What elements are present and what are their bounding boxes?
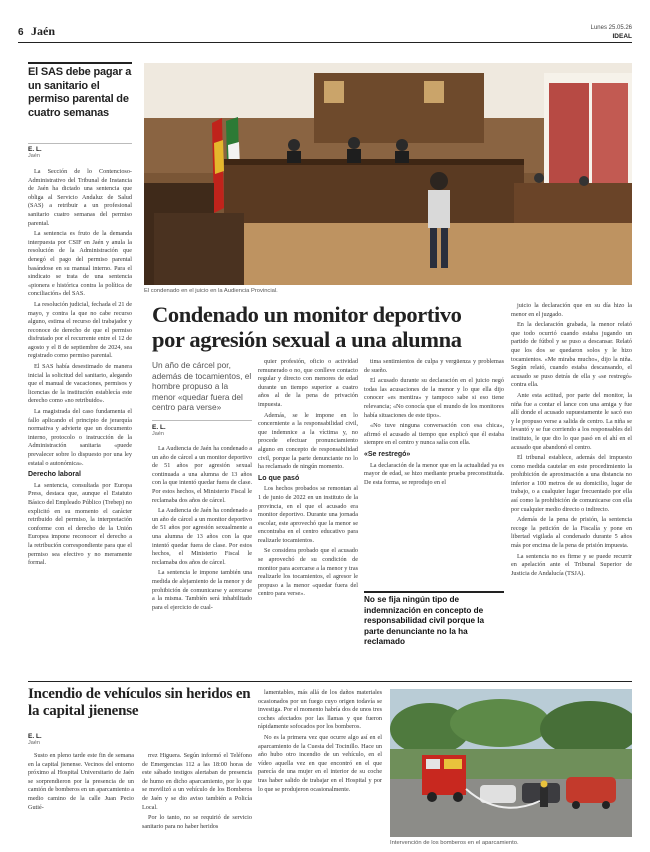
main-subheading-1: Lo que pasó: [258, 474, 300, 482]
pull-quote-rule: [364, 591, 504, 593]
main-paragraph: Además de la pena de prisión, la sentencia recoge la petición de la Fiscalía y pone en libertad vigilada al condenado durante 5 años más por encima de la pena de prisión impuesta.: [511, 516, 632, 550]
fire-photo: [390, 689, 632, 837]
sidebar-location: Jaén: [28, 153, 40, 159]
main-byline: E. L.: [152, 424, 166, 431]
bottom-col-2: [142, 752, 252, 848]
main-paragraph: En la declaración grabada, la menor relató que todo ocurrió cuando estaba jugando un partido de fútbol y se puso a descansar. Relató que los dos se quedaron solos y le hizo tocamientos. «Me miraba mucho», dijo la niña. Según relató, cuando estaba descansando, el acusado se puso detrás de ella y «se restregó» contra ella.: [511, 321, 632, 389]
main-headline-line1: Condenado un monitor deportivo: [152, 302, 462, 327]
bottom-paragraph: Susto en pleno tarde este fin de semana en la capital jienense. Vecinos del entorno próximo al Hospital Universitario de Jaén se sorprendieron por la presencia de un camión de bomberos en un aparcamiento a medio camino de la calle Juan Pecio Gutié-: [28, 752, 134, 811]
bottom-paragraph: lamentables, más allá de los daños materiales ocasionados por un fuego cuyo origen todavía se investiga. Por el momento habría dos de unos tres coches afectados por las llamas y que fueron rápidamente sofocados por los bomberos.: [258, 689, 382, 731]
main-paragraph: juicio la declaración que en su día hizo la menor en el juzgado.: [511, 302, 632, 318]
main-byline-block: [152, 424, 252, 437]
bottom-col-1: [28, 752, 134, 848]
sidebar-byline-block: [28, 146, 132, 159]
main-paragraph: La Audiencia de Jaén ha condenado a un año de cárcel a un monitor deportivo de 51 años por agresión sexual continuada a una alumna de 13 años con la que intentó quedar fuera de clase. Por estos hechos, el Ministerio Fiscal le reclamaba dos años de cárcel.: [152, 445, 252, 504]
sidebar-paragraph: La sentencia es fruto de la demanda interpuesta por CSIF en Jaén y anula la resolución de la Administración que denegó el pago del permiso parental basándose en su manual interno. Para el sindicato se trata de una sentencia «pionera e histórica contra la política de conciliación» del SAS.: [28, 230, 132, 298]
paper-name: IDEAL: [612, 33, 632, 40]
main-paragraph: La sentencia le impone también una medida de alejamiento de la menor y de prohibición de comunicarse y acercarse a la misma. También será inhabilitado para el ejercicio de cual-: [152, 569, 252, 611]
main-col-3: [364, 358, 504, 570]
sidebar-paragraph: La Sección de lo Contencioso-Administrativo del Tribunal de Instancia de Jaén ha dictado una sentencia que obliga al Servicio Andaluz de Salud (SAS) a retribuir a un profesional sanitario cuatro semanas del permiso parental.: [28, 168, 132, 227]
bottom-byline-block: [28, 733, 128, 746]
bottom-byline: E. L.: [28, 733, 42, 740]
main-paragraph: quier profesión, oficio o actividad remunerado o no, que conlleve contacto regular y directo con menores de edad durante un tiempo superior a cuatro años al de la pena de privación impuesta.: [258, 358, 358, 408]
bottom-paragraph: Por lo tanto, no se requirió de servicio sanitario para no haber heridos: [142, 814, 252, 830]
main-headline-line2: por agresión sexual a una alumna: [152, 327, 462, 352]
main-location: Jaén: [152, 431, 164, 437]
main-headline: [152, 302, 512, 352]
main-paragraph: «No tuve ninguna conversación con esa chica», afirmó el acusado al tiempo que explicó que él estaba siempre en el centro y nunca salía con ella.: [364, 422, 504, 447]
sidebar-headline: El SAS debe pagar a un sanitario el permiso parental de cuatro semanas: [28, 66, 132, 119]
main-paragraph: Se considera probado que el acusado se aprovechó de su condición de monitor para acercarse a la menor y tras realizarle los tocamientos, el agresor le propuso a la menor «quedar fuera del centro para verse».: [258, 547, 358, 598]
bottom-headline: Incendio de vehículos sin heridos en la capital jienense: [28, 686, 251, 719]
bottom-location: Jaén: [28, 740, 40, 746]
sidebar-byline: E. L.: [28, 146, 42, 153]
main-paragraph: Ante esta actitud, por parte del monitor, la niña fue a contar el lance con una amiga y fue allí donde el acusado supuestamente le sacó eso y le propuso verse a salida de centro. La niña se levantó y se fue corriendo a los responsables del instituto, le que dio lo que pasó en el ahí en el acusado que abandonó el centro.: [511, 391, 632, 451]
page-number: 6: [18, 27, 24, 38]
sidebar-paragraph: La sentencia, consultada por Europa Press, destaca que, aunque el Estatuto Básico del Empleado Público (Trebep) no explicitó en su momento el carácter retribuido del permiso, la interpretación conforme con el derecho de la Unión Europea impone reconocer el derecho a la retribución correspondiente para que el permiso sea efectivo y no meramente formal.: [28, 481, 132, 567]
sidebar-paragraph: El SAS había desestimado de manera inicial la solicitud del sanitario, alegando que el manual de vacaciones, permisos y licencias de la institución establecía este derecho como «no retribuido».: [28, 363, 132, 405]
main-col-1: [152, 445, 252, 673]
header-rule: [18, 42, 632, 43]
main-paragraph: La Audiencia de Jaén ha condenado a un año de cárcel a un monitor deportivo de 51 años por agresión sexualmente a una alumna de 13 años con la que intentó quedar fuera de clase. Por estos hechos, el Ministerio Fiscal le reclamaba dos años de cárcel.: [152, 507, 252, 566]
main-paragraph: El tribunal establece, además del impuesto como medida cautelar en este procedimiento la prohibición de aproximación a una distancia no inferior a 100 metros de su domicilio, lugar de trabajo, o a cualquier lugar frecuentado por ella así como la prohibición de comunicarse con ella por cualquier medio directo o indirecto.: [511, 454, 632, 513]
main-subheading-2: «Se restregó»: [364, 450, 411, 458]
bottom-paragraph: No es la primera vez que ocurre algo así en el aparcamiento de la Cuesta del Tocinillo. Hace un año hubo otro incendio de un vehículo, en el vídeo aquella vez en que encontró en el que parecía de una mujer en el interior de su coche tras haber salido de trabajar en el Hospital y por lo que se produjeron ocasionalmente.: [258, 733, 382, 793]
main-col-2: [258, 358, 358, 674]
pull-quote: No se fija ningún tipo de indemnización en concepto de responsabilidad civil porque la parte denunciante no la ha reclamado: [364, 595, 485, 647]
main-paragraph: Los hechos probados se remontan al 1 de junio de 2022 en un instituto de la provincia, en el que el acusado era monitor deportivo. Durante una jornada escolar, este aprovechó que la menor se encontraba en el centro educativo para realizarle tocamientos.: [258, 485, 358, 544]
issue-date: Lunes 25.05.26: [590, 25, 632, 31]
main-paragraph: tima sentimientos de culpa y vergüenza y problemas de sueño.: [364, 358, 504, 374]
fire-photo-caption: Intervención de los bomberos en el aparcamiento.: [390, 840, 519, 846]
main-col-4: [511, 302, 632, 674]
sidebar-subheading: Derecho laboral: [28, 471, 81, 479]
main-paragraph: La sentencia no es firme y se puede recurrir en apelación ante el Tribunal Superior de Justicia de Andalucía (TSJA).: [511, 552, 632, 577]
bottom-paragraph: rrez Higuera. Según informó el Teléfono de Emergencias 112 a las 18:00 horas de este sábado testigos alertaban de presencia de humo en dicho aparcamiento, por lo que se movilizó a un vehículo de los Bomberos de Jaén y se dio aviso también a Policía Local.: [142, 752, 252, 811]
lede-divider: [152, 420, 252, 421]
section-separator: [28, 681, 632, 682]
main-paragraph: La declaración de la menor que en la actualidad ya es mayor de edad, se hizo mediante prueba preconstituida. De esta forma, se reprodujo en el: [364, 461, 504, 486]
section-name: Jaén: [31, 24, 55, 38]
main-lede: Un año de cárcel por, además de tocamientos, el hombre propuso a la menor «quedar fuera del centro para verse»: [152, 360, 252, 412]
sidebar-divider: [28, 143, 132, 144]
sidebar-paragraph: La magistrada del caso fundamenta el fallo aplicando el principio de jerarquía normativa y advierte que un documento interno, protocolo o instrucción de la Administración sanitaria «puede prevalecer sobre lo dispuesto por una ley estatal o autonómica».: [28, 408, 132, 467]
main-paragraph: Además, se le impone en lo concerniente a la responsabilidad civil, que indemnice a la víctima y, no procede efectuar pronunciamiento alguno en concepto de responsabilidad civil, porque la parte denunciante no lo ha reclamado de ningún momento.: [258, 411, 358, 471]
courtroom-photo: [144, 63, 632, 285]
bottom-col-3: [258, 689, 382, 847]
sidebar-top-rule: [28, 62, 132, 64]
main-photo-caption: El condenado en el juicio en la Audiencia Provincial.: [144, 288, 278, 294]
main-paragraph: El acusado durante su declaración en el juicio negó todas las acusaciones de la menor y lo que ella dijo conocer «es mentira» y tampoco sabe si eso tiene relevancia; «No conocía que el mundo de los monitores había situaciones de este tipo».: [364, 377, 504, 419]
fire-scene-illustration: [390, 689, 632, 837]
courtroom-illustration: [144, 63, 632, 285]
sidebar-paragraph: La resolución judicial, fechada el 21 de mayo, y contra la que no cabe recurso alguno, estima el recurso del trabajador y reconoce de derecho de que el permiso disfrutado por el recurrente entre el 12 de agosto y el 8 de septiembre de 2024, sea registrado como permiso parental.: [28, 300, 132, 360]
